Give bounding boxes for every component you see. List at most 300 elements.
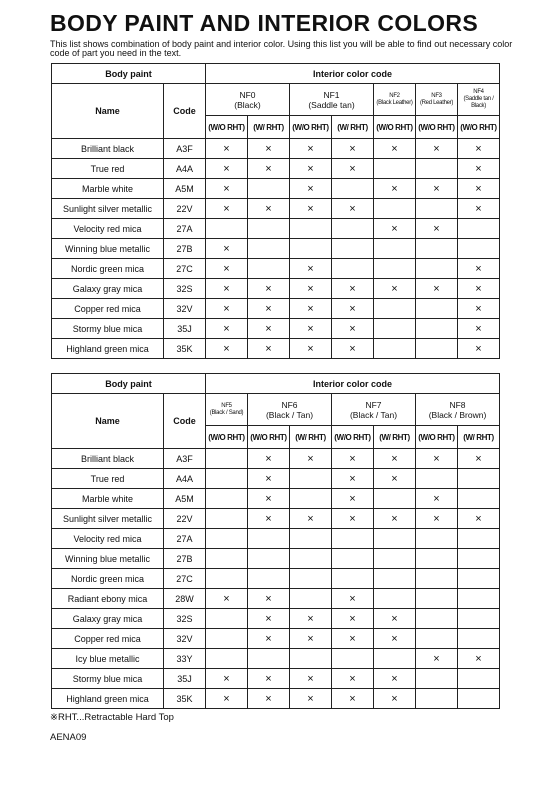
combination-cell bbox=[416, 569, 458, 589]
combination-cell bbox=[206, 509, 248, 529]
available-mark: × bbox=[391, 612, 398, 625]
table-row bbox=[52, 239, 500, 259]
available-mark: × bbox=[391, 692, 398, 705]
available-mark: × bbox=[475, 182, 482, 195]
available-mark: × bbox=[433, 492, 440, 505]
combination-cell bbox=[458, 279, 500, 299]
combination-cell bbox=[290, 339, 332, 359]
combination-cell bbox=[290, 239, 332, 259]
available-mark: × bbox=[265, 492, 272, 505]
rht-header: (W/O RHT) bbox=[416, 116, 458, 139]
combination-cell bbox=[332, 449, 374, 469]
interior-group-label bbox=[206, 403, 247, 417]
paint-code: 35K bbox=[164, 689, 206, 709]
combination-cell bbox=[332, 219, 374, 239]
combination-cell bbox=[248, 649, 290, 669]
combination-cell bbox=[206, 279, 248, 299]
interior-code: NF6 bbox=[281, 399, 298, 410]
table-row bbox=[52, 629, 500, 649]
interior-code: NF7 bbox=[365, 399, 382, 410]
rht-header: (W/O RHT) bbox=[248, 426, 290, 449]
combination-cell bbox=[290, 159, 332, 179]
paint-code: 32S bbox=[164, 609, 206, 629]
combination-cell bbox=[248, 299, 290, 319]
interior-code: NF5 bbox=[221, 402, 232, 409]
table-row bbox=[52, 299, 500, 319]
combination-cell bbox=[374, 159, 416, 179]
available-mark: × bbox=[349, 162, 356, 175]
available-mark: × bbox=[307, 162, 314, 175]
rht-header: (W/ RHT) bbox=[332, 116, 374, 139]
paint-code: 27A bbox=[164, 219, 206, 239]
combination-cell bbox=[374, 469, 416, 489]
available-mark: × bbox=[391, 632, 398, 645]
paint-code: 27B bbox=[164, 239, 206, 259]
available-mark: × bbox=[265, 162, 272, 175]
combination-cell bbox=[290, 139, 332, 159]
combination-cell bbox=[206, 549, 248, 569]
combination-cell bbox=[374, 139, 416, 159]
combination-cell bbox=[458, 649, 500, 669]
combination-cell bbox=[206, 179, 248, 199]
combination-cell bbox=[332, 279, 374, 299]
paint-name: Radiant ebony mica bbox=[52, 589, 164, 609]
combination-cell bbox=[416, 319, 458, 339]
available-mark: × bbox=[391, 282, 398, 295]
interior-description: (Black / Tan) bbox=[265, 409, 314, 420]
combination-cell bbox=[374, 629, 416, 649]
color-table-1 bbox=[51, 63, 500, 359]
table-row bbox=[52, 669, 500, 689]
combination-cell bbox=[290, 259, 332, 279]
combination-cell bbox=[206, 569, 248, 589]
available-mark: × bbox=[391, 672, 398, 685]
available-mark: × bbox=[223, 162, 230, 175]
paint-code: 32S bbox=[164, 279, 206, 299]
available-mark: × bbox=[307, 342, 314, 355]
combination-cell bbox=[332, 339, 374, 359]
combination-cell bbox=[248, 179, 290, 199]
interior-description: (Black / Tan) bbox=[349, 409, 398, 420]
available-mark: × bbox=[349, 322, 356, 335]
available-mark: × bbox=[307, 302, 314, 315]
combination-cell bbox=[374, 589, 416, 609]
combination-cell bbox=[290, 319, 332, 339]
combination-cell bbox=[458, 589, 500, 609]
interior-code: NF3 bbox=[431, 92, 442, 99]
available-mark: × bbox=[391, 222, 398, 235]
paint-name: Icy blue metallic bbox=[52, 649, 164, 669]
combination-cell bbox=[416, 629, 458, 649]
paint-name: Brilliant black bbox=[52, 449, 164, 469]
available-mark: × bbox=[265, 302, 272, 315]
combination-cell bbox=[206, 339, 248, 359]
rht-header: (W/ RHT) bbox=[290, 426, 332, 449]
combination-cell bbox=[458, 179, 500, 199]
combination-cell bbox=[458, 629, 500, 649]
combination-cell bbox=[332, 319, 374, 339]
combination-cell bbox=[290, 299, 332, 319]
interior-description: (Black Leather) bbox=[376, 99, 413, 106]
combination-cell bbox=[332, 199, 374, 219]
combination-cell bbox=[416, 299, 458, 319]
combination-cell bbox=[206, 489, 248, 509]
combination-cell bbox=[458, 549, 500, 569]
combination-cell bbox=[290, 199, 332, 219]
combination-cell bbox=[332, 239, 374, 259]
footnote: ※RHT...Retractable Hard Top bbox=[50, 712, 174, 723]
paint-name: Copper red mica bbox=[52, 299, 164, 319]
combination-cell bbox=[290, 569, 332, 589]
combination-cell bbox=[458, 489, 500, 509]
combination-cell bbox=[374, 259, 416, 279]
combination-cell bbox=[374, 529, 416, 549]
available-mark: × bbox=[223, 322, 230, 335]
paint-code: 27A bbox=[164, 529, 206, 549]
available-mark: × bbox=[433, 282, 440, 295]
combination-cell bbox=[248, 469, 290, 489]
code-header: Code bbox=[164, 394, 206, 449]
combination-cell bbox=[458, 609, 500, 629]
combination-cell bbox=[416, 279, 458, 299]
available-mark: × bbox=[223, 692, 230, 705]
combination-cell bbox=[206, 159, 248, 179]
rht-header: (W/O RHT) bbox=[206, 426, 248, 449]
combination-cell bbox=[248, 339, 290, 359]
paint-code: A5M bbox=[164, 179, 206, 199]
combination-cell bbox=[458, 219, 500, 239]
paint-code: 32V bbox=[164, 629, 206, 649]
rht-header: (W/O RHT) bbox=[290, 116, 332, 139]
combination-cell bbox=[248, 569, 290, 589]
interior-group-header bbox=[374, 84, 416, 116]
interior-group-label bbox=[374, 93, 415, 107]
available-mark: × bbox=[475, 652, 482, 665]
paint-code: 35J bbox=[164, 319, 206, 339]
table-row bbox=[52, 589, 500, 609]
combination-cell bbox=[374, 299, 416, 319]
combination-cell bbox=[374, 339, 416, 359]
available-mark: × bbox=[349, 672, 356, 685]
interior-color-header: Interior color code bbox=[206, 374, 500, 394]
combination-cell bbox=[290, 449, 332, 469]
combination-cell bbox=[248, 589, 290, 609]
paint-name: True red bbox=[52, 159, 164, 179]
interior-description: (Black / Brown) bbox=[428, 409, 487, 420]
combination-cell bbox=[374, 669, 416, 689]
paint-code: 33Y bbox=[164, 649, 206, 669]
combination-cell bbox=[416, 239, 458, 259]
interior-group-label bbox=[416, 400, 499, 420]
header-row-top bbox=[52, 64, 500, 84]
body-paint-header: Body paint bbox=[52, 374, 206, 394]
available-mark: × bbox=[265, 322, 272, 335]
paint-code: 35K bbox=[164, 339, 206, 359]
paint-name: Winning blue metallic bbox=[52, 239, 164, 259]
combination-cell bbox=[416, 469, 458, 489]
combination-cell bbox=[416, 139, 458, 159]
available-mark: × bbox=[223, 182, 230, 195]
table-row bbox=[52, 689, 500, 709]
combination-cell bbox=[416, 449, 458, 469]
combination-cell bbox=[290, 629, 332, 649]
interior-group-label bbox=[290, 90, 373, 110]
paint-code: A3F bbox=[164, 139, 206, 159]
combination-cell bbox=[458, 689, 500, 709]
page-title: BODY PAINT AND INTERIOR COLORS bbox=[50, 10, 479, 36]
combination-cell bbox=[248, 279, 290, 299]
combination-cell bbox=[206, 239, 248, 259]
available-mark: × bbox=[475, 322, 482, 335]
available-mark: × bbox=[307, 262, 314, 275]
available-mark: × bbox=[349, 492, 356, 505]
combination-cell bbox=[416, 649, 458, 669]
combination-cell bbox=[290, 549, 332, 569]
paint-code: 35J bbox=[164, 669, 206, 689]
combination-cell bbox=[374, 179, 416, 199]
combination-cell bbox=[206, 139, 248, 159]
combination-cell bbox=[332, 549, 374, 569]
combination-cell bbox=[290, 219, 332, 239]
table-row bbox=[52, 259, 500, 279]
combination-cell bbox=[332, 299, 374, 319]
available-mark: × bbox=[349, 142, 356, 155]
combination-cell bbox=[248, 199, 290, 219]
combination-cell bbox=[458, 299, 500, 319]
table-row bbox=[52, 509, 500, 529]
available-mark: × bbox=[307, 692, 314, 705]
available-mark: × bbox=[265, 452, 272, 465]
interior-color-header: Interior color code bbox=[206, 64, 500, 84]
interior-description: (Black) bbox=[234, 99, 261, 110]
combination-cell bbox=[206, 649, 248, 669]
combination-cell bbox=[332, 529, 374, 549]
available-mark: × bbox=[223, 142, 230, 155]
combination-cell bbox=[248, 669, 290, 689]
available-mark: × bbox=[307, 182, 314, 195]
combination-cell bbox=[332, 139, 374, 159]
interior-code: NF2 bbox=[389, 92, 400, 99]
combination-cell bbox=[332, 159, 374, 179]
available-mark: × bbox=[265, 342, 272, 355]
combination-cell bbox=[248, 489, 290, 509]
available-mark: × bbox=[265, 592, 272, 605]
paint-code: 22V bbox=[164, 509, 206, 529]
paint-name: Sunlight silver metallic bbox=[52, 509, 164, 529]
combination-cell bbox=[416, 259, 458, 279]
available-mark: × bbox=[475, 142, 482, 155]
combination-cell bbox=[290, 279, 332, 299]
available-mark: × bbox=[349, 472, 356, 485]
combination-cell bbox=[248, 239, 290, 259]
combination-cell bbox=[374, 569, 416, 589]
table-row bbox=[52, 179, 500, 199]
available-mark: × bbox=[349, 512, 356, 525]
available-mark: × bbox=[433, 222, 440, 235]
paint-name: Copper red mica bbox=[52, 629, 164, 649]
table-row bbox=[52, 469, 500, 489]
combination-cell bbox=[374, 509, 416, 529]
available-mark: × bbox=[307, 452, 314, 465]
combination-cell bbox=[248, 319, 290, 339]
available-mark: × bbox=[433, 142, 440, 155]
table-row bbox=[52, 489, 500, 509]
combination-cell bbox=[206, 259, 248, 279]
available-mark: × bbox=[349, 632, 356, 645]
combination-cell bbox=[290, 509, 332, 529]
available-mark: × bbox=[265, 202, 272, 215]
combination-cell bbox=[290, 649, 332, 669]
available-mark: × bbox=[265, 142, 272, 155]
combination-cell bbox=[458, 199, 500, 219]
paint-code: 27C bbox=[164, 259, 206, 279]
combination-cell bbox=[248, 529, 290, 549]
available-mark: × bbox=[349, 592, 356, 605]
paint-name: Brilliant black bbox=[52, 139, 164, 159]
table-row bbox=[52, 449, 500, 469]
available-mark: × bbox=[349, 302, 356, 315]
combination-cell bbox=[290, 669, 332, 689]
paint-code: A4A bbox=[164, 469, 206, 489]
interior-group-header bbox=[206, 84, 290, 116]
available-mark: × bbox=[223, 302, 230, 315]
combination-cell bbox=[458, 529, 500, 549]
combination-cell bbox=[206, 609, 248, 629]
interior-description: (Red Leather) bbox=[419, 99, 454, 106]
interior-code: NF8 bbox=[449, 399, 466, 410]
interior-code: NF4 bbox=[473, 89, 484, 95]
available-mark: × bbox=[307, 672, 314, 685]
combination-cell bbox=[332, 629, 374, 649]
intro-text: This list shows combination of body paint and interior color. Using this list you will be able to find out necessary color code of part you need in the text. bbox=[50, 39, 513, 58]
available-mark: × bbox=[265, 612, 272, 625]
combination-cell bbox=[290, 489, 332, 509]
combination-cell bbox=[290, 469, 332, 489]
combination-cell bbox=[248, 549, 290, 569]
combination-cell bbox=[332, 489, 374, 509]
combination-cell bbox=[458, 239, 500, 259]
table-row bbox=[52, 219, 500, 239]
available-mark: × bbox=[349, 452, 356, 465]
combination-cell bbox=[332, 609, 374, 629]
combination-cell bbox=[206, 629, 248, 649]
combination-cell bbox=[374, 649, 416, 669]
available-mark: × bbox=[265, 692, 272, 705]
combination-cell bbox=[374, 609, 416, 629]
combination-cell bbox=[458, 569, 500, 589]
combination-cell bbox=[416, 609, 458, 629]
interior-description: (Saddle tan / Black) bbox=[463, 96, 494, 109]
combination-cell bbox=[458, 159, 500, 179]
combination-cell bbox=[458, 509, 500, 529]
interior-group-header bbox=[248, 394, 332, 426]
interior-group-header bbox=[206, 394, 248, 426]
available-mark: × bbox=[475, 452, 482, 465]
paint-code: 28W bbox=[164, 589, 206, 609]
combination-cell bbox=[458, 259, 500, 279]
combination-cell bbox=[416, 219, 458, 239]
available-mark: × bbox=[349, 342, 356, 355]
combination-cell bbox=[332, 259, 374, 279]
combination-cell bbox=[458, 139, 500, 159]
combination-cell bbox=[374, 279, 416, 299]
combination-cell bbox=[458, 449, 500, 469]
available-mark: × bbox=[223, 202, 230, 215]
table-row bbox=[52, 319, 500, 339]
table-row bbox=[52, 549, 500, 569]
paint-code: 32V bbox=[164, 299, 206, 319]
document-code: AENA09 bbox=[50, 732, 87, 743]
name-header: Name bbox=[52, 394, 164, 449]
available-mark: × bbox=[475, 162, 482, 175]
combination-cell bbox=[374, 549, 416, 569]
available-mark: × bbox=[307, 282, 314, 295]
combination-cell bbox=[374, 689, 416, 709]
paint-code: A4A bbox=[164, 159, 206, 179]
available-mark: × bbox=[307, 322, 314, 335]
paint-name: Marble white bbox=[52, 489, 164, 509]
available-mark: × bbox=[349, 612, 356, 625]
interior-description: (Black / Sand) bbox=[209, 409, 244, 416]
combination-cell bbox=[416, 339, 458, 359]
combination-cell bbox=[374, 489, 416, 509]
combination-cell bbox=[206, 219, 248, 239]
combination-cell bbox=[458, 669, 500, 689]
combination-cell bbox=[374, 449, 416, 469]
combination-cell bbox=[248, 609, 290, 629]
combination-cell bbox=[248, 139, 290, 159]
available-mark: × bbox=[307, 142, 314, 155]
available-mark: × bbox=[475, 202, 482, 215]
combination-cell bbox=[416, 589, 458, 609]
paint-code: 27C bbox=[164, 569, 206, 589]
paint-code: 27B bbox=[164, 549, 206, 569]
interior-description: (Saddle tan) bbox=[308, 99, 355, 110]
available-mark: × bbox=[349, 202, 356, 215]
combination-cell bbox=[374, 319, 416, 339]
combination-cell bbox=[416, 669, 458, 689]
available-mark: × bbox=[349, 692, 356, 705]
paint-name: Stormy blue mica bbox=[52, 319, 164, 339]
interior-group-label bbox=[248, 400, 331, 420]
combination-cell bbox=[290, 179, 332, 199]
combination-cell bbox=[248, 629, 290, 649]
color-table-2 bbox=[51, 373, 500, 709]
combination-cell bbox=[332, 669, 374, 689]
available-mark: × bbox=[223, 262, 230, 275]
combination-cell bbox=[374, 219, 416, 239]
paint-name: Galaxy gray mica bbox=[52, 609, 164, 629]
available-mark: × bbox=[433, 182, 440, 195]
table-row bbox=[52, 529, 500, 549]
table-row bbox=[52, 339, 500, 359]
rht-header: (W/O RHT) bbox=[416, 426, 458, 449]
interior-group-header bbox=[332, 394, 416, 426]
combination-cell bbox=[332, 649, 374, 669]
paint-name: Highland green mica bbox=[52, 689, 164, 709]
available-mark: × bbox=[433, 512, 440, 525]
paint-code: A3F bbox=[164, 449, 206, 469]
interior-group-header bbox=[416, 394, 500, 426]
combination-cell bbox=[332, 689, 374, 709]
paint-name: Stormy blue mica bbox=[52, 669, 164, 689]
available-mark: × bbox=[223, 592, 230, 605]
combination-cell bbox=[248, 509, 290, 529]
paint-name: Marble white bbox=[52, 179, 164, 199]
combination-cell bbox=[248, 689, 290, 709]
paint-name: Velocity red mica bbox=[52, 219, 164, 239]
combination-cell bbox=[374, 239, 416, 259]
